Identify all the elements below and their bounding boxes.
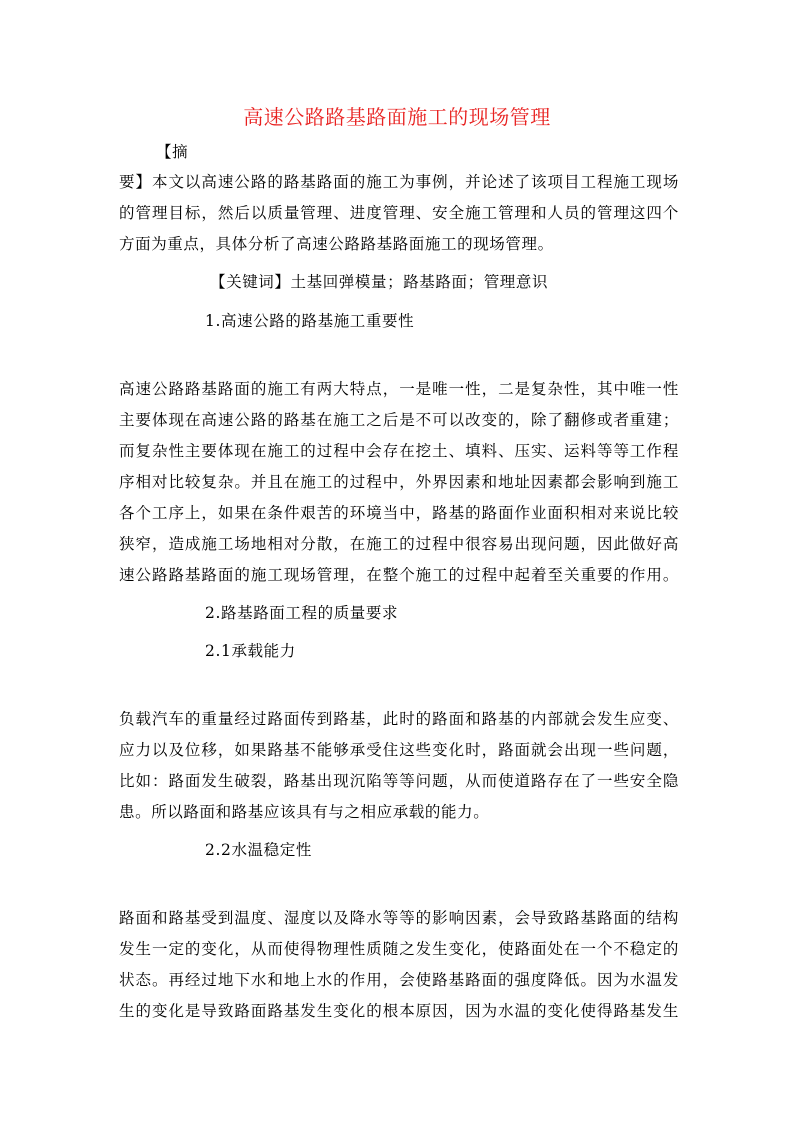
- document-title: 高速公路路基路面施工的现场管理: [243, 105, 551, 129]
- paragraph-line: 而复杂性主要体现在施工的过程中会存在挖土、填料、压实、运料等等工作程: [119, 442, 679, 460]
- paragraph-line: 应力以及位移，如果路基不能够承受住这些变化时，路面就会出现一些问题，: [119, 741, 679, 759]
- paragraph-line: 发生一定的变化，从而使得物理性质随之发生变化，使路面处在一个不稳定的: [119, 940, 679, 958]
- paragraph-line: 速公路路基路面的施工现场管理，在整个施工的过程中起着至关重要的作用。: [119, 566, 679, 584]
- paragraph-line: 各个工序上，如果在条件艰苦的环境当中，路基的路面作业面积相对来说比较: [119, 504, 679, 522]
- paragraph-line: 患。所以路面和路基应该具有与之相应承载的能力。: [119, 803, 490, 821]
- paragraph-line: 路面和路基受到温度、湿度以及降水等等的影响因素，会导致路基路面的结构: [119, 909, 679, 927]
- abstract-line: 的管理目标，然后以质量管理、进度管理、安全施工管理和人员的管理这四个: [119, 204, 679, 222]
- paragraph-line: 序相对比较复杂。并且在施工的过程中，外界因素和地址因素都会影响到施工: [119, 473, 679, 491]
- paragraph-line: 比如：路面发生破裂，路基出现沉陷等等问题，从而使道路存在了一些安全隐: [119, 772, 679, 790]
- keywords-line: 【关键词】土基回弹模量；路基路面；管理意识: [210, 273, 549, 291]
- abstract-line: 方面为重点，具体分析了高速公路路基路面施工的现场管理。: [119, 235, 554, 253]
- subsection-heading: 2.2水温稳定性: [205, 841, 312, 859]
- abstract-bracket: 【摘: [156, 143, 189, 161]
- paragraph-line: 状态。再经过地下水和地上水的作用，会使路基路面的强度降低。因为水温发: [119, 971, 679, 989]
- paragraph-line: 高速公路路基路面的施工有两大特点，一是唯一性，二是复杂性，其中唯一性: [119, 380, 679, 398]
- section-heading: 1.高速公路的路基施工重要性: [205, 312, 415, 330]
- paragraph-line: 生的变化是导致路面路基发生变化的根本原因，因为水温的变化使得路基发生: [119, 1002, 679, 1020]
- subsection-heading: 2.1承载能力: [205, 642, 296, 660]
- paragraph-line: 狭窄，造成施工场地相对分散，在施工的过程中很容易出现问题，因此做好高: [119, 535, 679, 553]
- section-heading: 2.路基路面工程的质量要求: [205, 604, 399, 622]
- abstract-line: 要】本文以高速公路的路基路面的施工为事例，并论述了该项目工程施工现场: [119, 173, 679, 191]
- paragraph-line: 主要体现在高速公路的路基在施工之后是不可以改变的，除了翻修或者重建；: [119, 411, 679, 429]
- paragraph-line: 负载汽车的重量经过路面传到路基，此时的路面和路基的内部就会发生应变、: [119, 710, 679, 728]
